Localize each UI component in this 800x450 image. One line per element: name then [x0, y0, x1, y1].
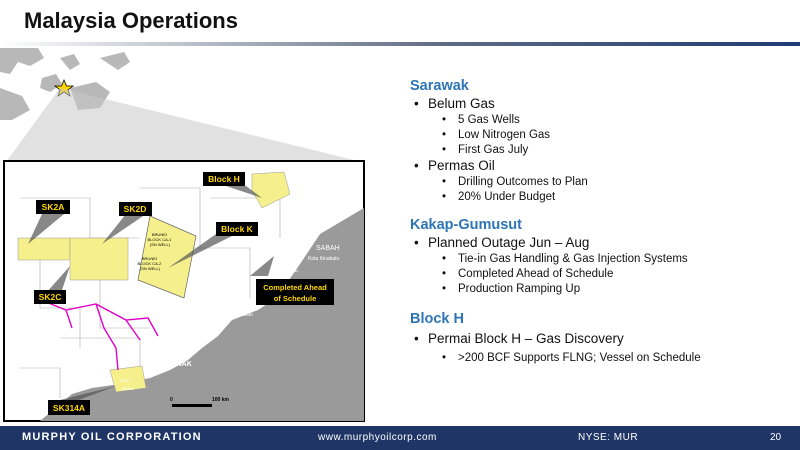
block-ca1-line: BRUNEI [151, 232, 167, 237]
sabah-label: SABAH [316, 245, 340, 252]
bullet-belum-gas: • Belum Gas [428, 96, 790, 111]
begawan-label: Begawan [232, 312, 253, 318]
scale-zero: 0 [170, 397, 173, 403]
projection-wedge [6, 88, 362, 162]
sk2d-block [70, 238, 128, 280]
svg-text:of Schedule: of Schedule [273, 294, 317, 303]
kota-kinabalu-label: Kota Kinabalu [308, 256, 340, 262]
section-heading-sarawak: Sarawak [410, 78, 469, 94]
svg-text:SK2D: SK2D [123, 204, 147, 214]
bullet-planned-outage: • Planned Outage Jun – Aug [428, 235, 790, 250]
sub-bullet: • Tie-in Gas Handling & Gas Injection Systems [458, 253, 790, 265]
bandar-label: Bandar Seri [230, 306, 257, 312]
callout-sk314a [48, 400, 90, 415]
kimanis-label: Kimanis [284, 268, 299, 273]
bullet-permas-oil: • Permas Oil [428, 158, 790, 173]
sub-bullet: • Drilling Outcomes to Plan [458, 176, 790, 188]
sub-bullet: • >200 BCF Supports FLNG; Vessel on Schedule [458, 352, 790, 364]
footer-bar [0, 426, 800, 450]
svg-text:SK314A: SK314A [52, 403, 86, 413]
sub-bullet: • 20% Under Budget [458, 191, 790, 203]
callout-sk2d [119, 202, 152, 216]
svg-text:Block H: Block H [208, 174, 240, 184]
title-rule [0, 42, 800, 46]
callout-block-k [216, 222, 258, 236]
scale-hundred: 100 km [212, 397, 229, 403]
bullet-permai: • Permai Block H – Gas Discovery [428, 331, 790, 346]
sub-bullet: • Low Nitrogen Gas [458, 129, 790, 141]
footer-url[interactable]: www.murphyoilcorp.com [318, 432, 437, 443]
page-title: Malaysia Operations [24, 8, 238, 33]
block-ca2-line: BLOCK CA-2 [137, 261, 162, 266]
svg-text:SK2C: SK2C [38, 292, 62, 302]
footer-company: MURPHY OIL CORPORATION [22, 431, 202, 443]
footer-ticker: NYSE: MUR [578, 432, 639, 443]
callout-sk2c [34, 290, 66, 304]
page-number: 20 [770, 432, 782, 443]
block-ca2-line: (SN WELL) [139, 266, 161, 271]
sk2a-block [18, 238, 70, 260]
callout-block-h [203, 172, 245, 186]
block-ca2-line: BRUNEI [141, 256, 157, 261]
callout-completed [256, 279, 334, 305]
brunei-label: BRUNEI [198, 321, 225, 328]
sub-bullet: • 5 Gas Wells [458, 114, 790, 126]
callout-sk2a [36, 200, 70, 214]
section-heading-kakap: Kakap-Gumusut [410, 217, 522, 233]
main-map [4, 161, 364, 421]
sub-bullet: • Completed Ahead of Schedule [458, 268, 790, 280]
bori-label: BORI [120, 378, 130, 383]
block-ca1-line: BLOCK CA-1 [147, 237, 172, 242]
sarawak-label: SARAWAK [156, 361, 192, 368]
sub-bullet: • First Gas July [458, 144, 790, 156]
map-panel [0, 48, 368, 423]
svg-text:Block K: Block K [221, 224, 253, 234]
bintulu-label: Bintulu [122, 386, 135, 391]
sub-bullet: • Production Ramping Up [458, 283, 790, 295]
svg-text:SK2A: SK2A [41, 202, 65, 212]
content-panel [410, 78, 790, 364]
block-ca1-line: (SN WELL) [149, 242, 171, 247]
section-heading-block-h: Block H [410, 311, 464, 327]
miri-label: Miri [186, 328, 195, 334]
svg-text:Completed Ahead: Completed Ahead [263, 283, 327, 292]
